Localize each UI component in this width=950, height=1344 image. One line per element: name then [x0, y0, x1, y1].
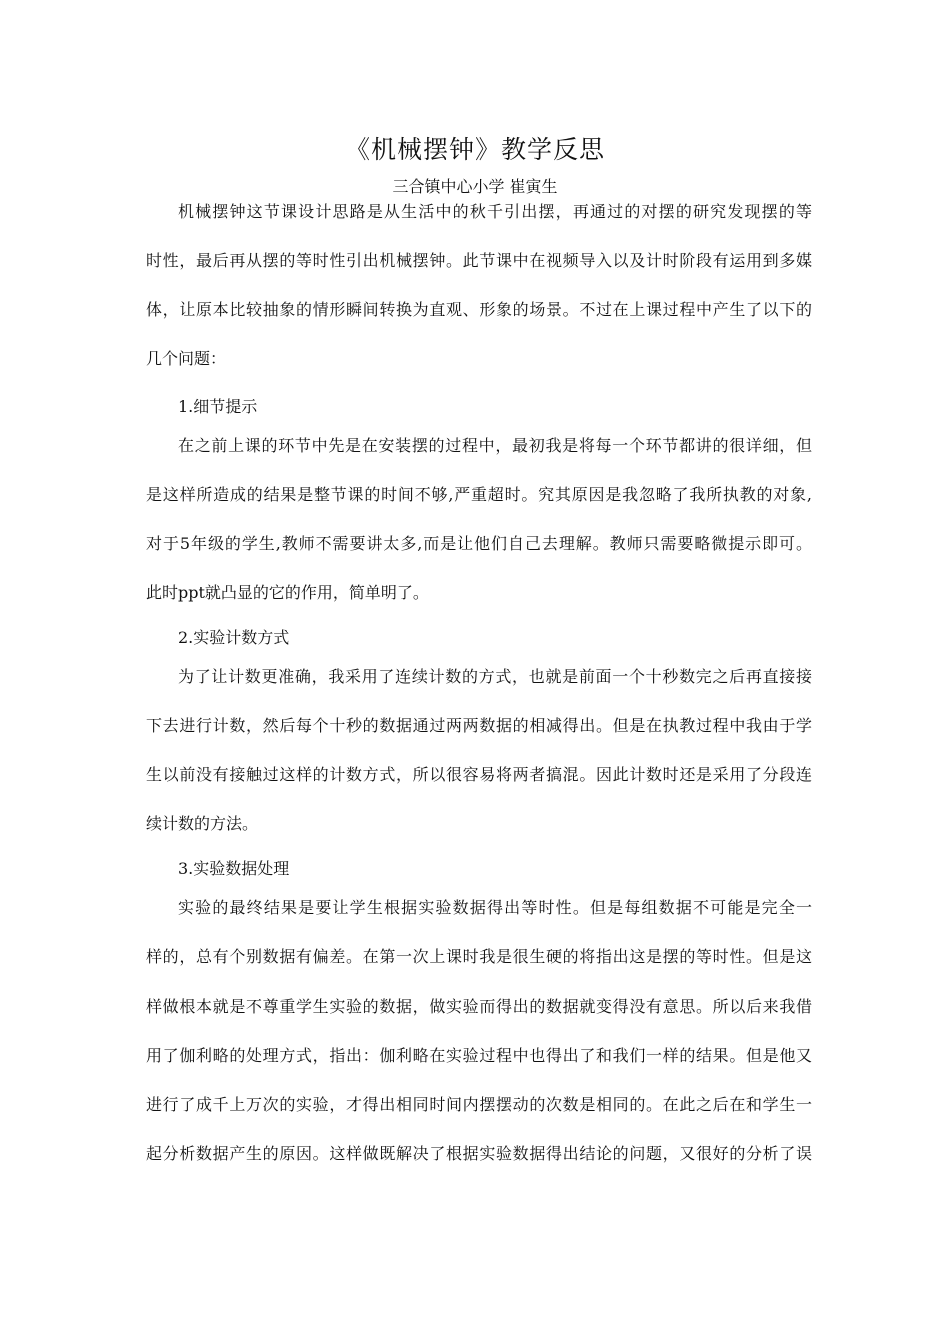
- paragraph-line: 时性，最后再从摆的等时性引出机械摆钟。此节课中在视频导入以及计时阶段有运用到多媒: [146, 251, 812, 270]
- paragraph-line: 下去进行计数，然后每个十秒的数据通过两两数据的相减得出。但是在执教过程中我由于学: [146, 716, 812, 735]
- paragraph-line: 进行了成千上万次的实验，才得出相同时间内摆摆动的次数是相同的。在此之后在和学生一: [146, 1095, 812, 1114]
- paragraph-line: 在之前上课的环节中先是在安装摆的过程中，最初我是将每一个环节都讲的很详细，但: [178, 436, 812, 455]
- paragraph-line: 样做根本就是不尊重学生实验的数据，做实验而得出的数据就变得没有意思。所以后来我借: [146, 997, 812, 1016]
- paragraph-line: 为了让计数更准确，我采用了连续计数的方式，也就是前面一个十秒数完之后再直接接: [178, 667, 812, 686]
- paragraph-line: 是这样所造成的结果是整节课的时间不够,严重超时。究其原因是我忽略了我所执教的对象,: [146, 485, 812, 504]
- paragraph-line: 样的，总有个别数据有偏差。在第一次上课时我是很生硬的将指出这是摆的等时性。但是这: [146, 947, 812, 966]
- author-line: 三合镇中心小学 崔寅生: [392, 177, 558, 196]
- paragraph-line: 起分析数据产生的原因。这样做既解决了根据实验数据得出结论的问题，又很好的分析了误: [146, 1144, 812, 1163]
- paragraph-line: 续计数的方法。: [146, 814, 259, 833]
- paragraph-line: 实验的最终结果是要让学生根据实验数据得出等时性。但是每组数据不可能是完全一: [178, 898, 812, 917]
- paragraph-line: 机械摆钟这节课设计思路是从生活中的秋千引出摆，再通过的对摆的研究发现摆的等: [178, 202, 812, 221]
- section-heading: 3.实验数据处理: [178, 859, 290, 878]
- section-heading: 2.实验计数方式: [178, 628, 290, 647]
- section-heading: 1.细节提示: [178, 397, 258, 416]
- paragraph-line: 用了伽利略的处理方式，指出：伽利略在实验过程中也得出了和我们一样的结果。但是他又: [146, 1046, 812, 1065]
- paragraph-line: 生以前没有接触过这样的计数方式，所以很容易将两者搞混。因此计数时还是采用了分段连: [146, 765, 812, 784]
- paragraph-line: 体，让原本比较抽象的情形瞬间转换为直观、形象的场景。不过在上课过程中产生了以下的: [146, 300, 812, 319]
- paragraph-line: 几个问题：: [146, 349, 227, 368]
- paragraph-line: 对于5年级的学生,教师不需要讲太多,而是让他们自己去理解。教师只需要略微提示即可。: [146, 534, 812, 553]
- document-title: 《机械摆钟》教学反思: [344, 135, 605, 164]
- paragraph-line: 此时ppt就凸显的它的作用，简单明了。: [146, 583, 429, 602]
